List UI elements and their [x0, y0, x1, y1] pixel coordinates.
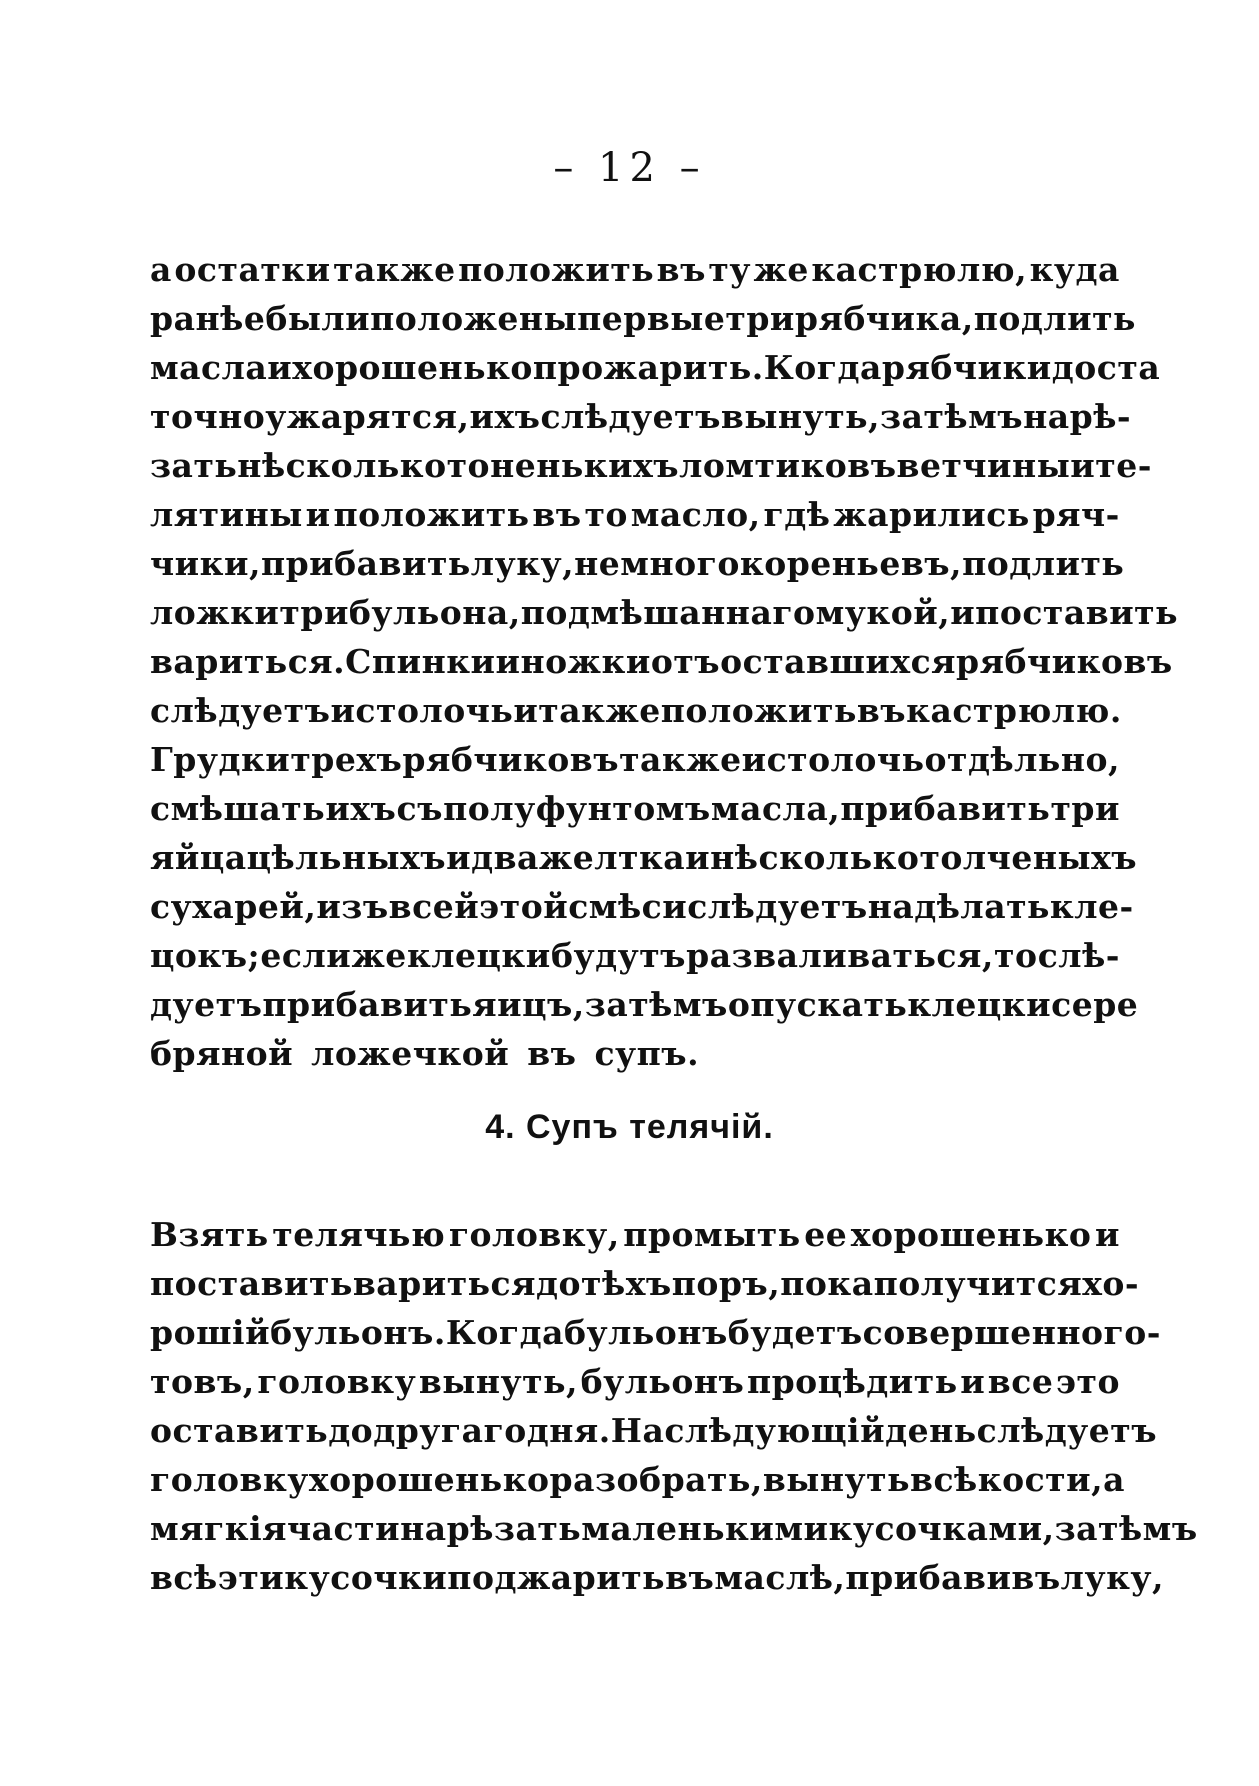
word: хорошенько [850, 1215, 1092, 1254]
word: головку, [448, 1215, 620, 1254]
word: луку, [1060, 1558, 1165, 1597]
text-line [150, 1455, 1125, 1504]
word: хо- [1082, 1264, 1140, 1303]
word: и [305, 495, 331, 534]
word: куда [1029, 250, 1120, 289]
word: до [536, 1264, 582, 1303]
text-line [150, 1029, 1120, 1078]
word: тѣхъ [581, 1264, 672, 1303]
word: нѣсколько [237, 446, 447, 485]
word: ломтиковъ [679, 446, 897, 485]
word: вариться. [150, 642, 346, 681]
word: цѣльныхъ [246, 838, 447, 877]
word: бульонъ [580, 1362, 745, 1401]
text-line [150, 441, 1152, 490]
word: маслѣ, [714, 1558, 846, 1597]
word: кастрюлю, [811, 250, 1028, 289]
word: хорошенько [292, 348, 533, 387]
paragraph-1 [150, 245, 1179, 1078]
word: всѣ [910, 1460, 978, 1499]
word: клецки [406, 936, 551, 975]
word: ряч- [1032, 495, 1120, 534]
text-line [150, 294, 1136, 343]
word: толченыхъ [919, 838, 1138, 877]
word: супъ. [594, 1034, 700, 1073]
word: всей [388, 887, 480, 926]
word: кусочками, [828, 1509, 1055, 1548]
word: это [1055, 1362, 1120, 1401]
word: же [753, 250, 809, 289]
word: дуетъ [150, 985, 263, 1024]
text-line [150, 539, 1125, 588]
word: прибавить [262, 985, 473, 1024]
word: прибавить [840, 789, 1051, 828]
word: хорошенько [308, 1460, 550, 1499]
word: два [471, 838, 539, 877]
text-line [150, 1504, 1198, 1553]
word: рябчики [881, 348, 1052, 387]
word: и [1070, 446, 1096, 485]
word: луку, [470, 544, 575, 583]
word: яицъ, [472, 985, 585, 1024]
word: ложки [150, 593, 280, 632]
word: и [960, 1362, 986, 1401]
word: три [1050, 789, 1120, 828]
word: доста [1051, 348, 1161, 387]
word: головку [150, 1460, 309, 1499]
word: немного [574, 544, 740, 583]
word: то [584, 495, 628, 534]
word: го- [1103, 1313, 1161, 1352]
word: товъ, [150, 1362, 255, 1401]
text-line [150, 1210, 1120, 1259]
word: вариться [352, 1264, 537, 1303]
word: клецки [907, 985, 1052, 1024]
text-line [150, 245, 1120, 294]
word: остатки [174, 250, 331, 289]
word: сере [1051, 985, 1139, 1024]
word: прожарить. [532, 348, 764, 387]
word: же [351, 936, 407, 975]
word: другаго [373, 1411, 527, 1450]
word: положить [458, 250, 655, 289]
word: яйца [150, 838, 247, 877]
word: лятины [150, 495, 303, 534]
word: опускать [727, 985, 908, 1024]
text-line [150, 1259, 1140, 1308]
word: слѣдуетъ [687, 887, 868, 926]
word: подлить [973, 299, 1136, 338]
word: если [260, 936, 352, 975]
word: промыть [623, 1215, 801, 1254]
word: процѣдить [746, 1362, 958, 1401]
word: рябчика, [794, 299, 974, 338]
word: рошій [150, 1313, 271, 1352]
word: ветчины [896, 446, 1071, 485]
word: кореньевъ, [739, 544, 963, 583]
word: то [994, 936, 1038, 975]
word: и [446, 838, 472, 877]
word: дня. [526, 1411, 611, 1450]
text-line [150, 490, 1120, 539]
word: мукой, [815, 593, 951, 632]
word: въ [665, 1558, 715, 1597]
word: мягкія [150, 1509, 288, 1548]
word: положены [370, 299, 578, 338]
word: гдѣ [763, 495, 831, 534]
word: поръ, [671, 1264, 781, 1303]
word: затѣмъ [584, 985, 728, 1024]
word: подлить [962, 544, 1125, 583]
word: рябчиковъ [402, 740, 620, 779]
word: масла, [710, 789, 841, 828]
word: бульонъ. [270, 1313, 446, 1352]
text-line [150, 931, 1120, 980]
text-line [150, 980, 1139, 1029]
word: разваливаться, [686, 936, 994, 975]
word: отъ [650, 642, 721, 681]
word: цокъ; [150, 936, 261, 975]
word: нѣсколько [710, 838, 920, 877]
word: до [328, 1411, 374, 1450]
word: чики, [150, 544, 261, 583]
word: рябчиковъ [956, 642, 1173, 681]
word: Когда [445, 1313, 564, 1352]
word: слѣдуетъ [150, 691, 331, 730]
word: все [987, 1362, 1054, 1401]
word: положить [660, 691, 857, 730]
word: а [1103, 1460, 1125, 1499]
word: Грудки [150, 740, 291, 779]
word: части [287, 1509, 401, 1548]
word: были [265, 299, 371, 338]
word: въ [527, 1034, 577, 1073]
word: бульона, [348, 593, 521, 632]
word: получится [873, 1264, 1083, 1303]
text-line [150, 882, 1134, 931]
word: и [685, 838, 711, 877]
word: этой [479, 887, 569, 926]
word: три [725, 299, 795, 338]
text-line [150, 343, 1161, 392]
word: въ [856, 691, 907, 730]
word: и [1095, 1215, 1120, 1254]
word: вынуть, [418, 1362, 578, 1401]
text-line [150, 1406, 1158, 1455]
word: будетъ [727, 1313, 863, 1352]
word: также [619, 740, 742, 779]
word: три [279, 593, 349, 632]
word: Когда [763, 348, 882, 387]
paragraph-2 [150, 1210, 1198, 1602]
word: жарились [833, 495, 1030, 534]
word: а [150, 250, 172, 289]
word: будутъ [550, 936, 686, 975]
word: отдѣльно, [924, 740, 1120, 779]
word: полуфунтомъ [443, 789, 711, 828]
word: положить [333, 495, 530, 534]
word: затѣмъ [880, 397, 1024, 436]
word: и [513, 691, 539, 730]
word: Спинки [345, 642, 496, 681]
text-line [150, 784, 1120, 833]
word: поставить [975, 593, 1179, 632]
word: поджарить [447, 1558, 666, 1597]
word: совершенно [862, 1313, 1104, 1352]
word: подмѣшаннаго [520, 593, 816, 632]
word: маленькими [581, 1509, 829, 1548]
word: всѣ [150, 1558, 218, 1597]
page-number: – 12 – [553, 145, 706, 191]
word: изъ [316, 887, 389, 926]
word: оставшихся [720, 642, 957, 681]
word: ужарятся, [265, 397, 470, 436]
text-line [150, 833, 1138, 882]
word: Взять [150, 1215, 269, 1254]
text-line [150, 1357, 1120, 1406]
word: также [538, 691, 661, 730]
word: также [333, 250, 456, 289]
word: ихъ [325, 789, 397, 828]
word: слѣ- [1037, 936, 1120, 975]
word: ихъ [469, 397, 541, 436]
word: ранѣе [150, 299, 266, 338]
word: ножки [520, 642, 651, 681]
word: вынуть [762, 1460, 911, 1499]
word: масла [150, 348, 268, 387]
word: бряной [150, 1034, 294, 1073]
text-line [150, 735, 1120, 784]
word: слѣдуетъ [540, 397, 721, 436]
word: слѣдующій [664, 1411, 886, 1450]
text-line [150, 392, 1132, 441]
text-line [150, 1553, 1165, 1602]
word: кусочки [284, 1558, 448, 1597]
text-line [150, 686, 1120, 735]
word: затѣмъ [1054, 1509, 1198, 1548]
word: истолочь [330, 691, 514, 730]
word: эти [217, 1558, 285, 1597]
word: нарѣзать [400, 1509, 582, 1548]
word: день [885, 1411, 977, 1450]
word: прибавить [260, 544, 471, 583]
word: смѣси [568, 887, 688, 926]
word: истолочь [741, 740, 925, 779]
text-line [150, 588, 1179, 637]
section-heading: 4. Супъ телячій. [485, 1108, 774, 1146]
word: На [610, 1411, 665, 1450]
word: ее [804, 1215, 848, 1254]
word: вынуть, [720, 397, 881, 436]
word: кастрюлю. [906, 691, 1122, 730]
word: въ [656, 250, 706, 289]
word: прибавивъ [845, 1558, 1061, 1597]
word: тоненькихъ [446, 446, 680, 485]
word: масло, [630, 495, 761, 534]
word: трехъ [290, 740, 403, 779]
word: первые [577, 299, 726, 338]
word: въ [532, 495, 582, 534]
word: пока [780, 1264, 874, 1303]
word: точно [150, 397, 266, 436]
word: зать [150, 446, 238, 485]
word: съ [396, 789, 443, 828]
word: кле- [1049, 887, 1134, 926]
word: поставить [150, 1264, 353, 1303]
word: оставить [150, 1411, 329, 1450]
word: надѣлать [867, 887, 1050, 926]
text-line [150, 637, 1173, 686]
word: разобрать, [549, 1460, 763, 1499]
word: бульонъ [563, 1313, 728, 1352]
word: и [267, 348, 293, 387]
word: ту [708, 250, 751, 289]
text-line [150, 1308, 1161, 1357]
word: смѣшать [150, 789, 326, 828]
word: те- [1095, 446, 1152, 485]
word: кости, [977, 1460, 1104, 1499]
word: телячью [272, 1215, 446, 1254]
word: головку [257, 1362, 417, 1401]
word: нарѣ- [1023, 397, 1132, 436]
word: и [495, 642, 521, 681]
word: желтка [538, 838, 686, 877]
word: и [950, 593, 976, 632]
word: слѣдуетъ [976, 1411, 1158, 1450]
word: ложечкой [311, 1034, 510, 1073]
word: сухарей, [150, 887, 317, 926]
